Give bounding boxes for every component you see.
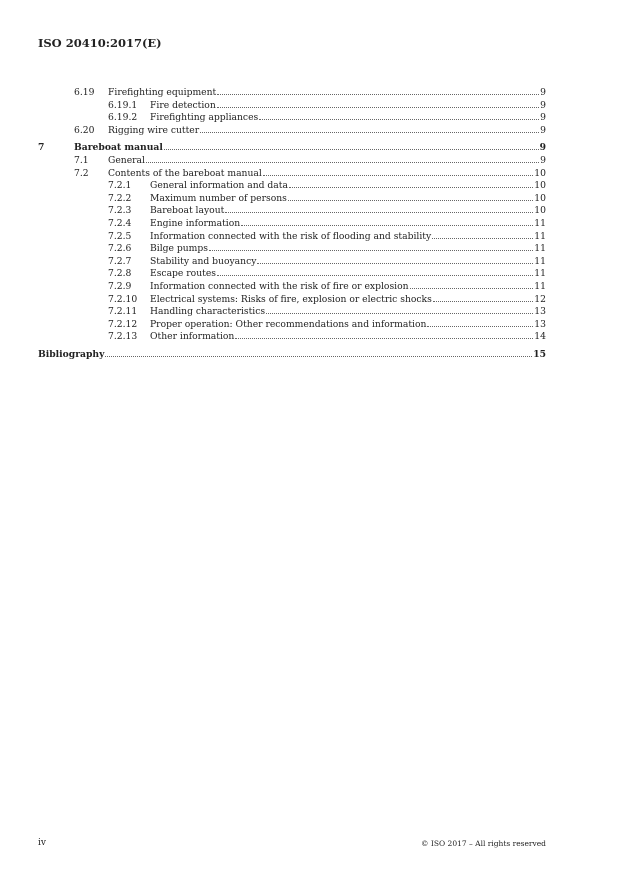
toc-entry-page: 9	[540, 87, 546, 98]
toc-entry-page: 9	[540, 112, 546, 124]
toc-entry-number: 6.19.2	[108, 112, 138, 124]
toc-entry-title[interactable]: Bilge pumps	[150, 243, 208, 255]
toc-entry-title[interactable]: General information and data	[150, 180, 288, 192]
toc-entry-number: 7	[38, 142, 45, 154]
toc-entry[interactable]	[38, 193, 546, 206]
toc-dot-leader	[257, 263, 533, 264]
toc-entry-title[interactable]: Firefighting equipment	[108, 87, 217, 98]
copyright-notice: © ISO 2017 – All rights reserved	[421, 839, 546, 848]
toc-entry-title[interactable]: Contents of the bareboat manual	[108, 167, 262, 179]
toc-entry[interactable]	[38, 180, 546, 193]
toc-entry-number: 7.2.5	[108, 230, 132, 242]
toc-entry-title[interactable]: Information connected with the risk of fire or explosion	[150, 280, 409, 292]
toc-dot-leader	[146, 162, 539, 163]
toc-dot-leader	[241, 225, 533, 226]
toc-entry-page: 11	[534, 243, 546, 255]
toc-entry[interactable]	[38, 87, 546, 100]
toc-entry-number: 6.19.1	[108, 99, 138, 111]
toc-dot-leader	[217, 94, 539, 95]
toc-entry[interactable]	[38, 256, 546, 269]
toc-entry-page: 10	[534, 167, 546, 179]
toc-entry[interactable]	[38, 142, 546, 155]
toc-entry-title[interactable]: Handling characteristics	[150, 306, 266, 318]
toc-entry-page: 15	[533, 348, 546, 360]
toc-dot-leader	[432, 238, 533, 239]
toc-entry-page: 13	[534, 318, 546, 330]
toc-entry[interactable]	[38, 112, 546, 125]
toc-entry-title[interactable]: General	[108, 154, 145, 166]
toc-entry-number: 7.2.8	[108, 268, 132, 280]
toc-entry[interactable]	[38, 100, 546, 113]
toc-entry-number: 6.19	[74, 87, 95, 98]
toc-dot-leader	[263, 175, 533, 176]
toc-entry-title[interactable]: Firefighting appliances	[150, 112, 259, 124]
toc-dot-leader	[225, 212, 533, 213]
toc-entry-title[interactable]: Escape routes	[150, 268, 216, 280]
toc-entry-number: 7.2.6	[108, 243, 132, 255]
document-header-id: ISO 20410:2017(E)	[38, 36, 162, 50]
toc-entry-number: 7.2.12	[108, 318, 138, 330]
toc-entry[interactable]	[38, 218, 546, 231]
toc-dot-leader	[217, 107, 539, 108]
toc-entry-title[interactable]: Bareboat layout	[150, 205, 225, 217]
toc-dot-leader	[288, 200, 533, 201]
toc-entry-number: 7.2.10	[108, 293, 138, 305]
toc-entry-page: 10	[534, 192, 546, 204]
table-of-contents	[38, 87, 546, 361]
toc-entry[interactable]	[38, 294, 546, 307]
toc-entry-number: 7.2.2	[108, 192, 132, 204]
toc-entry-page: 9	[540, 99, 546, 111]
toc-entry-number: 7.2.13	[108, 331, 138, 343]
toc-entry-page: 11	[534, 255, 546, 267]
toc-dot-leader	[105, 356, 532, 357]
toc-dot-leader	[266, 313, 533, 314]
toc-entry-page: 14	[534, 331, 546, 343]
toc-entry-title[interactable]: Rigging wire cutter	[108, 124, 200, 136]
toc-dot-leader	[200, 132, 539, 133]
toc-entry-page: 11	[534, 230, 546, 242]
toc-dot-leader	[209, 250, 533, 251]
toc-entry-page: 10	[534, 205, 546, 217]
toc-entry-title[interactable]: Bibliography	[38, 348, 105, 360]
toc-entry[interactable]	[38, 231, 546, 244]
toc-entry-number: 7.2.9	[108, 280, 132, 292]
toc-entry-page: 11	[534, 217, 546, 229]
toc-entry-title[interactable]: Bareboat manual	[74, 142, 163, 154]
toc-entry-number: 7.2	[74, 167, 89, 179]
toc-entry-page: 10	[534, 180, 546, 192]
toc-dot-leader	[433, 301, 533, 302]
toc-entry-page: 12	[534, 293, 546, 305]
toc-entry[interactable]	[38, 125, 546, 138]
toc-entry-title[interactable]: Other information	[150, 331, 235, 343]
toc-entry-page: 9	[539, 142, 546, 154]
toc-entry[interactable]	[38, 243, 546, 256]
toc-entry-title[interactable]: Stability and buoyancy	[150, 255, 257, 267]
page-number: iv	[38, 838, 46, 848]
toc-entry-title[interactable]: Information connected with the risk of flooding and stability	[150, 230, 432, 242]
toc-entry[interactable]	[38, 349, 546, 362]
toc-entry[interactable]	[38, 306, 546, 319]
toc-entry-number: 7.2.1	[108, 180, 132, 192]
toc-dot-leader	[259, 119, 539, 120]
toc-entry-page: 11	[534, 268, 546, 280]
toc-entry-number: 7.2.11	[108, 306, 138, 318]
toc-entry-page: 9	[540, 154, 546, 166]
toc-entry[interactable]	[38, 331, 546, 344]
toc-entry-number: 6.20	[74, 124, 95, 136]
toc-entry-title[interactable]: Proper operation: Other recommendations and information	[150, 318, 427, 330]
toc-entry-title[interactable]: Engine information	[150, 217, 241, 229]
toc-dot-leader	[235, 338, 533, 339]
toc-entry-page: 11	[534, 280, 546, 292]
toc-entry[interactable]	[38, 268, 546, 281]
toc-entry[interactable]	[38, 319, 546, 332]
toc-entry[interactable]	[38, 205, 546, 218]
toc-entry-title[interactable]: Electrical systems: Risks of fire, explosion or electric shocks	[150, 293, 432, 305]
toc-entry[interactable]	[38, 168, 546, 181]
toc-entry-title[interactable]: Maximum number of persons	[150, 192, 287, 204]
toc-entry-number: 7.2.3	[108, 205, 132, 217]
toc-dot-leader	[427, 326, 533, 327]
toc-dot-leader	[217, 275, 533, 276]
toc-dot-leader	[410, 288, 534, 289]
toc-entry-title[interactable]: Fire detection	[150, 99, 216, 111]
toc-entry-page: 13	[534, 306, 546, 318]
toc-entry-number: 7.2.4	[108, 217, 132, 229]
toc-entry-number: 7.2.7	[108, 255, 132, 267]
toc-entry[interactable]	[38, 155, 546, 168]
toc-entry-page: 9	[540, 124, 546, 136]
toc-entry-number: 7.1	[74, 154, 89, 166]
toc-dot-leader	[289, 187, 533, 188]
toc-dot-leader	[164, 149, 539, 150]
toc-entry[interactable]	[38, 281, 546, 294]
